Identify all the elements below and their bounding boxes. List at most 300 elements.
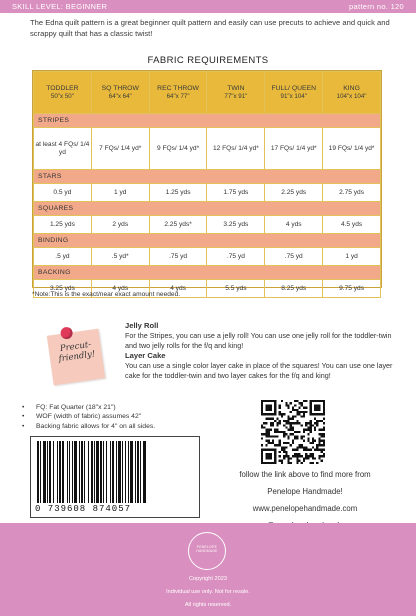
qr-module (303, 411, 305, 413)
layer-cake-title: Layer Cake (125, 351, 166, 360)
qr-module (276, 431, 278, 433)
qr-module (261, 460, 263, 462)
table-row: 0.5 yd 1 yd 1.25 yds 1.75 yds 2.25 yds 2.75 yds (34, 184, 381, 202)
qr-module (307, 457, 309, 459)
qr-module (265, 440, 267, 442)
column-header: REC THROW 64"x 77" (149, 72, 207, 114)
section-row-backing: BACKING (34, 266, 381, 280)
qr-module (318, 407, 320, 409)
qr-module (274, 435, 276, 437)
qr-module (270, 462, 272, 464)
intro-text: The Edna quilt pattern is a great beginner quilt pattern and easily can use precuts to achieve and quick and scrappy quilt that has a classic twist! (30, 18, 390, 38)
qr-module (318, 438, 320, 440)
precut-info (125, 321, 393, 381)
qr-module (292, 442, 294, 444)
qr-module (296, 449, 298, 451)
qr-module (268, 404, 270, 406)
qr-module (274, 407, 276, 409)
qr-module (272, 440, 274, 442)
qr-module (270, 449, 272, 451)
qr-module (318, 433, 320, 435)
qr-module (301, 444, 303, 446)
qr-module (299, 422, 301, 424)
qr-module (261, 409, 263, 411)
section-row-binding: BINDING (34, 234, 381, 248)
qr-module (301, 462, 303, 464)
qr-module (305, 457, 307, 459)
qr-module (261, 453, 263, 455)
qr-module (321, 451, 323, 453)
qr-module (270, 435, 272, 437)
qr-module (299, 446, 301, 448)
qr-module (303, 431, 305, 433)
qr-module (314, 457, 316, 459)
qr-module (270, 424, 272, 426)
qr-module (292, 418, 294, 420)
qr-module (303, 460, 305, 462)
qr-module (321, 400, 323, 402)
qr-module (294, 438, 296, 440)
qr-module (310, 409, 312, 411)
qr-module (312, 442, 314, 444)
qr-module (299, 413, 301, 415)
qr-module (305, 429, 307, 431)
qr-module (305, 455, 307, 457)
table-row: 1.25 yds 2 yds 2.25 yds* 3.25 yds 4 yds 4.5 yds (34, 216, 381, 234)
qr-module (263, 413, 265, 415)
qr-module (261, 400, 263, 402)
qr-module (281, 460, 283, 462)
qr-module (292, 426, 294, 428)
qr-module (274, 409, 276, 411)
qr-module (274, 400, 276, 402)
qr-module (265, 407, 267, 409)
qr-module (265, 431, 267, 433)
qr-module (310, 455, 312, 457)
qr-module (312, 453, 314, 455)
qr-module (321, 460, 323, 462)
qr-module (261, 413, 263, 415)
qr-module (296, 460, 298, 462)
qr-module (270, 404, 272, 406)
qr-module (287, 422, 289, 424)
qr-module (323, 440, 325, 442)
qr-module (263, 433, 265, 435)
barcode-number: 0 739608 874057 (35, 504, 132, 514)
qr-module (263, 400, 265, 402)
qr-module (296, 420, 298, 422)
qr-module (268, 418, 270, 420)
table-row: .5 yd .5 yd* .75 yd .75 yd .75 yd 1 yd (34, 248, 381, 266)
qr-module (285, 455, 287, 457)
qr-module (314, 413, 316, 415)
qr-module (272, 435, 274, 437)
qr-module (318, 404, 320, 406)
qr-module (281, 400, 283, 402)
qr-module (270, 457, 272, 459)
qr-module (299, 444, 301, 446)
qr-module (314, 404, 316, 406)
follow-line: follow the link above to find more from (239, 470, 371, 479)
qr-module (303, 429, 305, 431)
qr-module (310, 420, 312, 422)
qr-module (274, 413, 276, 415)
section-row-stars: STARS (34, 170, 381, 184)
qr-module (323, 409, 325, 411)
qr-module (270, 400, 272, 402)
qr-module (268, 409, 270, 411)
qr-module (323, 444, 325, 446)
qr-module (318, 455, 320, 457)
qr-module (310, 422, 312, 424)
qr-module (274, 449, 276, 451)
qr-module (301, 411, 303, 413)
qr-module (301, 435, 303, 437)
qr-module (272, 424, 274, 426)
qr-module (296, 431, 298, 433)
pin-icon (60, 326, 74, 340)
qr-module (290, 462, 292, 464)
qr-module (283, 431, 285, 433)
qr-module (276, 418, 278, 420)
qr-module (290, 426, 292, 428)
qr-module (287, 438, 289, 440)
qr-module (312, 455, 314, 457)
qr-module (301, 446, 303, 448)
qr-module (285, 422, 287, 424)
qr-module (312, 424, 314, 426)
table-row: 3.25 yds 4 yds 4 yds 5.5 yds 8.25 yds 9.75 yds (34, 280, 381, 298)
qr-module (301, 424, 303, 426)
qr-module (272, 400, 274, 402)
qr-module (299, 402, 301, 404)
footer-text (0, 573, 416, 612)
qr-module (261, 424, 263, 426)
qr-module (310, 407, 312, 409)
qr-module (287, 462, 289, 464)
qr-module (265, 404, 267, 406)
skill-level: SKILL LEVEL: BEGINNER (12, 2, 108, 11)
qr-module (321, 440, 323, 442)
qr-module (323, 442, 325, 444)
qr-module (270, 429, 272, 431)
qr-module (303, 440, 305, 442)
column-header: KING 104"x 104" (323, 72, 381, 114)
qr-module (323, 418, 325, 420)
qr-module (294, 415, 296, 417)
qr-module (261, 411, 263, 413)
qr-module (274, 420, 276, 422)
qr-module (274, 402, 276, 404)
qr-module (323, 400, 325, 402)
qr-module (321, 455, 323, 457)
qr-module (314, 429, 316, 431)
qr-module (270, 453, 272, 455)
qr-module (312, 400, 314, 402)
qr-module (290, 457, 292, 459)
qr-module (268, 435, 270, 437)
qr-code[interactable] (261, 400, 325, 464)
qr-module (279, 442, 281, 444)
qr-module (268, 431, 270, 433)
logo-text: PENELOPE HANDMADE (196, 545, 218, 553)
qr-module (307, 426, 309, 428)
qr-module (290, 418, 292, 420)
precut-sticker (47, 329, 105, 386)
qr-module (276, 429, 278, 431)
qr-module (318, 442, 320, 444)
qr-module (279, 422, 281, 424)
qr-module (276, 444, 278, 446)
qr-module (305, 446, 307, 448)
qr-module (287, 442, 289, 444)
qr-module (303, 449, 305, 451)
column-header: SQ THROW 64"x 64" (91, 72, 149, 114)
qr-module (283, 420, 285, 422)
qr-module (281, 446, 283, 448)
qr-module (285, 404, 287, 406)
qr-module (316, 407, 318, 409)
qr-module (268, 457, 270, 459)
qr-module (268, 413, 270, 415)
qr-module (292, 409, 294, 411)
qr-module (305, 424, 307, 426)
qr-module (287, 415, 289, 417)
list-item: • Backing fabric allows for 4" on all sides. (22, 422, 212, 431)
qr-module (274, 460, 276, 462)
qr-module (274, 429, 276, 431)
qr-module (263, 422, 265, 424)
qr-module (296, 446, 298, 448)
qr-module (268, 440, 270, 442)
qr-module (299, 455, 301, 457)
qr-module (283, 433, 285, 435)
qr-module (274, 453, 276, 455)
qr-module (281, 431, 283, 433)
qr-module (312, 446, 314, 448)
qr-module (276, 435, 278, 437)
qr-module (287, 435, 289, 437)
qr-module (296, 462, 298, 464)
qr-module (310, 404, 312, 406)
fabric-table (32, 70, 382, 292)
qr-module (283, 446, 285, 448)
qr-module (265, 418, 267, 420)
qr-module (261, 457, 263, 459)
qr-module (290, 444, 292, 446)
qr-module (312, 438, 314, 440)
barcode (30, 436, 200, 518)
qr-module (265, 462, 267, 464)
qr-module (265, 422, 267, 424)
qr-module (285, 420, 287, 422)
qr-module (279, 444, 281, 446)
qr-module (290, 429, 292, 431)
qr-module (310, 462, 312, 464)
qr-module (305, 453, 307, 455)
qr-module (268, 433, 270, 435)
qr-module (314, 426, 316, 428)
qr-module (292, 440, 294, 442)
qr-module (290, 433, 292, 435)
qr-module (323, 404, 325, 406)
column-header: FULL/ QUEEN 91"x 104" (265, 72, 323, 114)
qr-module (287, 460, 289, 462)
qr-module (316, 422, 318, 424)
qr-module (310, 424, 312, 426)
qr-module (296, 422, 298, 424)
qr-module (312, 462, 314, 464)
usage-notice: Individual use only. Not for resale. (166, 589, 250, 595)
qr-module (261, 402, 263, 404)
qr-module (270, 413, 272, 415)
qr-module (261, 407, 263, 409)
qr-module (310, 400, 312, 402)
qr-module (274, 462, 276, 464)
qr-module (261, 451, 263, 453)
qr-module (279, 407, 281, 409)
qr-module (296, 400, 298, 402)
qr-module (272, 413, 274, 415)
qr-module (294, 404, 296, 406)
qr-module (310, 453, 312, 455)
qr-module (290, 402, 292, 404)
qr-module (283, 449, 285, 451)
copyright: Copyright 2023 (189, 576, 227, 582)
qr-module (270, 418, 272, 420)
qr-module (310, 442, 312, 444)
qr-module (318, 457, 320, 459)
qr-module (265, 449, 267, 451)
qr-module (321, 449, 323, 451)
qr-module (303, 415, 305, 417)
qr-module (310, 449, 312, 451)
qr-module (285, 426, 287, 428)
website-link[interactable]: www.penelopehandmade.com (252, 504, 358, 513)
section-row-stripes: STRIPES (34, 114, 381, 128)
qr-module (296, 411, 298, 413)
qr-module (265, 413, 267, 415)
qr-module (279, 440, 281, 442)
qr-module (287, 455, 289, 457)
qr-module (261, 449, 263, 451)
sticker-text: Precut-friendly! (58, 339, 96, 365)
qr-module (314, 407, 316, 409)
qr-module (307, 449, 309, 451)
qr-module (312, 457, 314, 459)
qr-module (265, 453, 267, 455)
qr-module (294, 431, 296, 433)
qr-module (299, 431, 301, 433)
requirements-title: FABRIC REQUIREMENTS (147, 55, 269, 66)
qr-module (268, 455, 270, 457)
qr-module (279, 460, 281, 462)
barcode-bar (146, 441, 147, 503)
qr-module (314, 409, 316, 411)
qr-module (279, 420, 281, 422)
qr-module (279, 413, 281, 415)
column-header: TWIN 77"x 91" (207, 72, 265, 114)
fabric-requirements-table (33, 71, 381, 298)
qr-module (285, 453, 287, 455)
qr-module (323, 435, 325, 437)
qr-module (287, 418, 289, 420)
qr-module (318, 429, 320, 431)
qr-module (314, 449, 316, 451)
qr-module (318, 449, 320, 451)
qr-module (307, 440, 309, 442)
qr-module (287, 407, 289, 409)
section-row-squares: SQUARES (34, 202, 381, 216)
qr-module (270, 409, 272, 411)
table-row: at least 4 FQs/ 1/4 yd 7 FQs/ 1/4 yd* 9 FQs/ 1/4 yd* 12 FQs/ 1/4 yd* 17 FQs/ 1/4 yd* 19 FQs/ 1/4 yd* (34, 128, 381, 170)
qr-module (290, 411, 292, 413)
qr-module (285, 402, 287, 404)
qr-module (307, 438, 309, 440)
qr-module (316, 420, 318, 422)
qr-module (314, 422, 316, 424)
qr-module (261, 438, 263, 440)
qr-module (307, 429, 309, 431)
qr-module (305, 449, 307, 451)
qr-module (323, 433, 325, 435)
qr-module (285, 446, 287, 448)
qr-module (268, 449, 270, 451)
qr-module (265, 433, 267, 435)
qr-module (312, 440, 314, 442)
qr-module (310, 426, 312, 428)
qr-module (321, 435, 323, 437)
jelly-roll-text: For the Stripes, you can use a jelly roll! You can use one jelly roll for the toddler-twin and two jelly rolls for the f/q and king! (125, 331, 392, 350)
qr-module (296, 455, 298, 457)
qr-module (283, 455, 285, 457)
qr-module (287, 457, 289, 459)
qr-module (307, 422, 309, 424)
qr-module (321, 429, 323, 431)
qr-module (303, 400, 305, 402)
qr-module (299, 411, 301, 413)
qr-module (316, 462, 318, 464)
qr-module (323, 422, 325, 424)
qr-module (294, 449, 296, 451)
qr-module (294, 455, 296, 457)
qr-module (279, 404, 281, 406)
qr-module (321, 444, 323, 446)
qr-module (283, 442, 285, 444)
qr-module (296, 413, 298, 415)
qr-module (318, 444, 320, 446)
qr-module (274, 444, 276, 446)
top-bar (0, 0, 416, 13)
qr-module (265, 444, 267, 446)
jelly-roll-title: Jelly Roll (125, 321, 159, 330)
qr-module (272, 462, 274, 464)
qr-module (283, 457, 285, 459)
qr-module (268, 407, 270, 409)
qr-module (318, 413, 320, 415)
qr-module (274, 404, 276, 406)
qr-module (270, 422, 272, 424)
qr-module (279, 451, 281, 453)
qr-module (323, 426, 325, 428)
qr-module (303, 446, 305, 448)
qr-module (279, 431, 281, 433)
qr-module (294, 400, 296, 402)
qr-module (281, 462, 283, 464)
qr-module (283, 413, 285, 415)
qr-module (305, 422, 307, 424)
qr-module (283, 424, 285, 426)
